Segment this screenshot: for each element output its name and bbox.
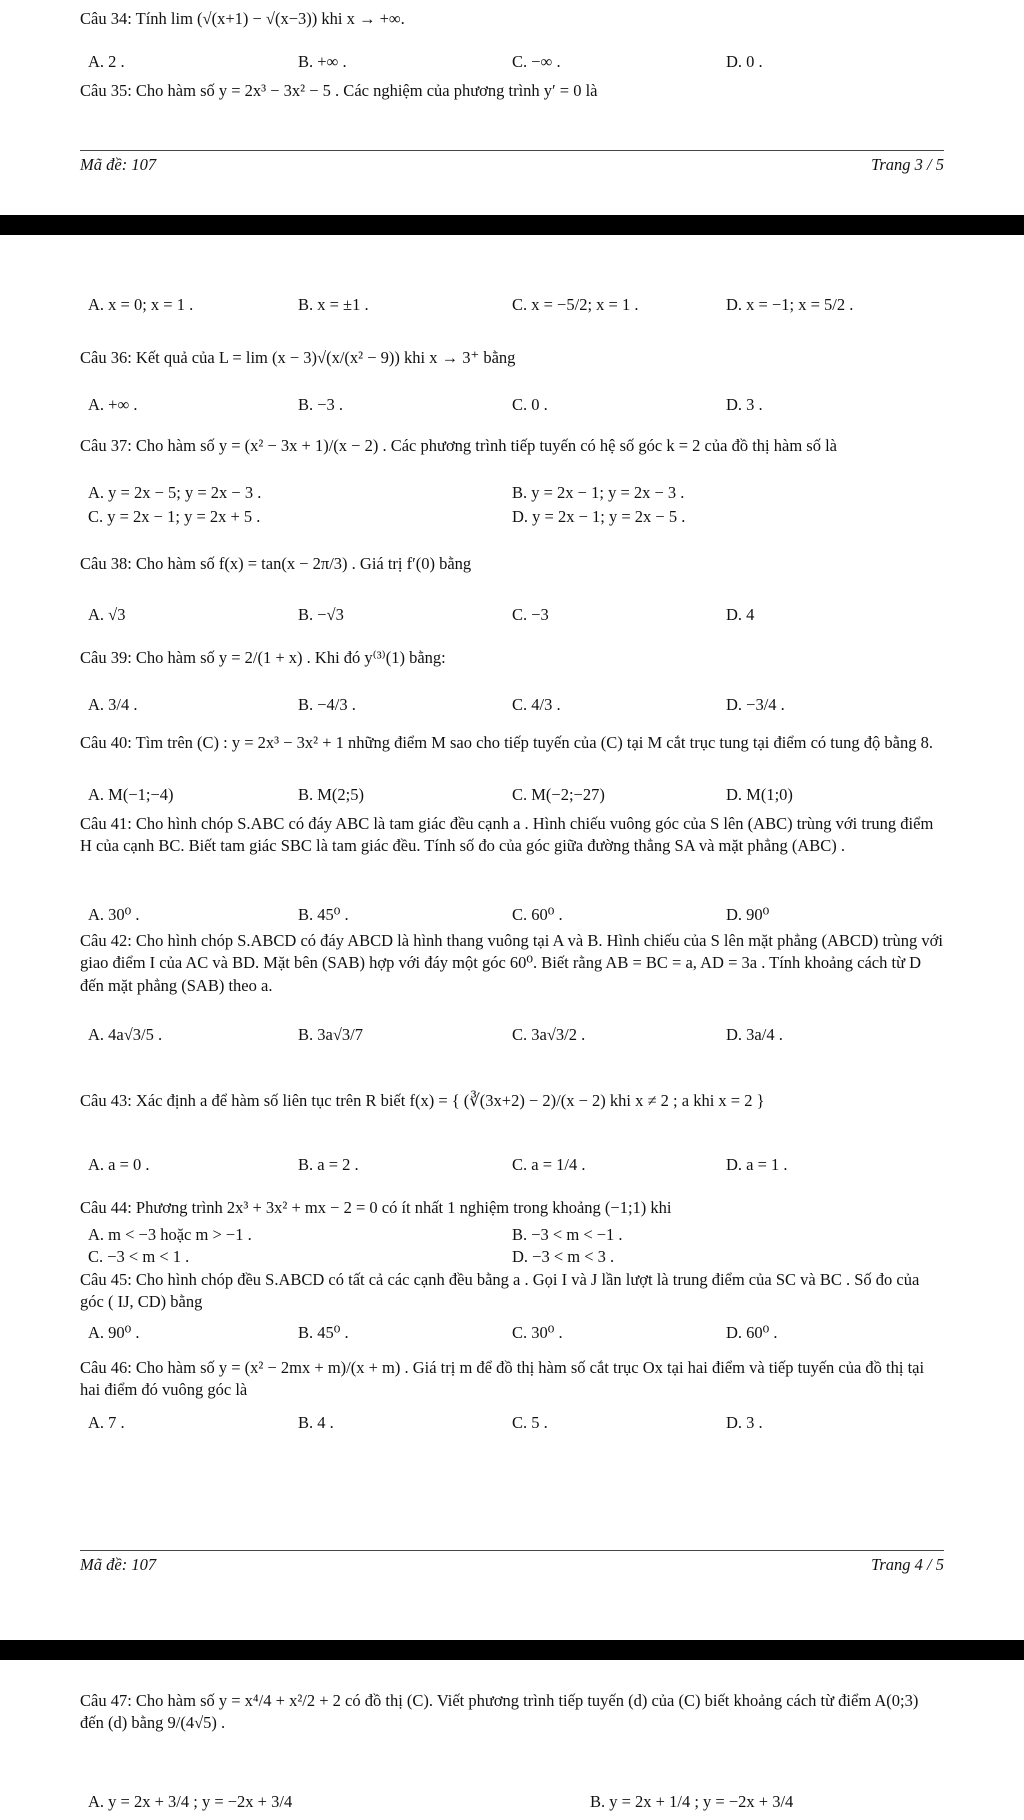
option-a[interactable]: A. 90⁰ . — [88, 1323, 140, 1342]
question-36: Câu 36: Kết quả của L = lim (x − 3)√(x/(x² − 9)) khi x → 3⁺ bằng — [80, 348, 516, 367]
page-footer — [80, 150, 944, 174]
option-d[interactable]: D. −3 < m < 3 . — [512, 1247, 615, 1266]
question-43: Câu 43: Xác định a để hàm số liên tục trên R biết f(x) = { (∛(3x+2) − 2)/(x − 2) khi x ≠ 2 ; a khi x = 2 } — [80, 1091, 765, 1110]
exam-code: Mã đề: 107 — [80, 1555, 157, 1574]
option-c[interactable]: C. 3a√3/2 . — [512, 1025, 586, 1044]
option-a[interactable]: A. 30⁰ . — [88, 905, 140, 924]
option-c[interactable]: C. 60⁰ . — [512, 905, 563, 924]
option-d[interactable]: D. 90⁰ — [726, 905, 770, 924]
exam-code: Mã đề: 107 — [80, 155, 157, 174]
option-c[interactable]: C. 4/3 . — [512, 695, 561, 714]
question-35: Câu 35: Cho hàm số y = 2x³ − 3x² − 5 . Các nghiệm của phương trình y′ = 0 là — [80, 81, 598, 100]
question-34: Câu 34: Tính lim (√(x+1) − √(x−3)) khi x → +∞. — [80, 9, 405, 28]
option-b[interactable]: B. 45⁰ . — [298, 905, 349, 924]
option-b[interactable]: B. x = ±1 . — [298, 295, 369, 314]
page-footer — [80, 1550, 944, 1574]
option-b[interactable]: B. −3 . — [298, 395, 344, 414]
option-d[interactable]: D. 4 — [726, 605, 755, 624]
option-c[interactable]: C. 0 . — [512, 395, 548, 414]
option-a[interactable]: A. m < −3 hoặc m > −1 . — [88, 1225, 252, 1244]
question-47: Câu 47: Cho hàm số y = x⁴/4 + x²/2 + 2 có đồ thị (C). Viết phương trình tiếp tuyến (d) của (C) biết khoảng cách từ điểm A(0;3) đến (d) bằng 9/(4√5) . — [80, 1691, 919, 1733]
option-c[interactable]: C. 5 . — [512, 1413, 548, 1432]
option-d[interactable]: D. y = 2x − 1; y = 2x − 5 . — [512, 507, 686, 526]
option-a[interactable]: A. 2 . — [88, 52, 125, 71]
option-b[interactable]: B. a = 2 . — [298, 1155, 359, 1174]
question-39: Câu 39: Cho hàm số y = 2/(1 + x) . Khi đó y⁽³⁾(1) bằng: — [80, 648, 446, 667]
option-b[interactable]: B. −4/3 . — [298, 695, 356, 714]
option-d[interactable]: D. M(1;0) — [726, 785, 793, 804]
option-b[interactable]: B. +∞ . — [298, 52, 347, 71]
option-d[interactable]: D. a = 1 . — [726, 1155, 788, 1174]
option-c[interactable]: C. x = −5/2; x = 1 . — [512, 295, 639, 314]
option-d[interactable]: D. −3/4 . — [726, 695, 785, 714]
option-c[interactable]: C. a = 1/4 . — [512, 1155, 586, 1174]
option-d[interactable]: D. 3 . — [726, 1413, 763, 1432]
option-a[interactable]: A. √3 — [88, 605, 126, 624]
option-b[interactable]: B. −3 < m < −1 . — [512, 1225, 623, 1244]
page-number: Trang 4 / 5 — [871, 1555, 944, 1574]
page-3-fragment — [0, 0, 1024, 215]
option-d[interactable]: D. 60⁰ . — [726, 1323, 778, 1342]
page-4 — [0, 235, 1024, 1640]
question-44: Câu 44: Phương trình 2x³ + 3x² + mx − 2 = 0 có ít nhất 1 nghiệm trong khoảng (−1;1) khi — [80, 1198, 672, 1217]
option-b[interactable]: B. 3a√3/7 — [298, 1025, 363, 1044]
option-c[interactable]: C. −∞ . — [512, 52, 561, 71]
option-d[interactable]: D. 3a/4 . — [726, 1025, 783, 1044]
option-a[interactable]: A. y = 2x + 3/4 ; y = −2x + 3/4 — [88, 1792, 293, 1811]
option-c[interactable]: C. M(−2;−27) — [512, 785, 605, 804]
question-46: Câu 46: Cho hàm số y = (x² − 2mx + m)/(x + m) . Giá trị m để đồ thị hàm số cắt trục Ox tại hai điểm và tiếp tuyến của đồ thị tại hai điểm đó vuông góc là — [80, 1358, 925, 1400]
option-d[interactable]: D. 0 . — [726, 52, 763, 71]
option-b[interactable]: B. y = 2x − 1; y = 2x − 3 . — [512, 483, 685, 502]
option-d[interactable]: D. 3 . — [726, 395, 763, 414]
page-number: Trang 3 / 5 — [871, 155, 944, 174]
option-a[interactable]: A. 7 . — [88, 1413, 125, 1432]
option-a[interactable]: A. a = 0 . — [88, 1155, 150, 1174]
option-a[interactable]: A. x = 0; x = 1 . — [88, 295, 194, 314]
option-b[interactable]: B. 45⁰ . — [298, 1323, 349, 1342]
option-c[interactable]: C. y = 2x − 1; y = 2x + 5 . — [88, 507, 261, 526]
question-42: Câu 42: Cho hình chóp S.ABCD có đáy ABCD là hình thang vuông tại A và B. Hình chiếu của S lên mặt phẳng (ABCD) trùng với giao điểm I của AC và BD. Mặt bên (SAB) hợp với đáy một góc 60⁰. Biết rằng AB = BC = a, AD = 3a . Tính khoảng cách từ D đến mặt phẳng (SAB) theo a. — [80, 931, 943, 995]
option-b[interactable]: B. y = 2x + 1/4 ; y = −2x + 3/4 — [590, 1792, 794, 1811]
page-5-fragment — [0, 1660, 1024, 1820]
option-a[interactable]: A. y = 2x − 5; y = 2x − 3 . — [88, 483, 262, 502]
question-45: Câu 45: Cho hình chóp đều S.ABCD có tất cả các cạnh đều bằng a . Gọi I và J lần lượt là trung điểm của SC và BC . Số đo của góc ( IJ, CD) bằng — [80, 1270, 920, 1312]
option-b[interactable]: B. M(2;5) — [298, 785, 364, 804]
option-c[interactable]: C. −3 — [512, 605, 549, 624]
option-a[interactable]: A. +∞ . — [88, 395, 138, 414]
option-c[interactable]: C. 30⁰ . — [512, 1323, 563, 1342]
question-40: Câu 40: Tìm trên (C) : y = 2x³ − 3x² + 1 những điểm M sao cho tiếp tuyến của (C) tại M cắt trục tung tại điểm có tung độ bằng 8. — [80, 733, 933, 752]
option-b[interactable]: B. −√3 — [298, 605, 344, 624]
question-38: Câu 38: Cho hàm số f(x) = tan(x − 2π/3) . Giá trị f′(0) bằng — [80, 554, 472, 573]
option-a[interactable]: A. M(−1;−4) — [88, 785, 174, 804]
option-b[interactable]: B. 4 . — [298, 1413, 334, 1432]
option-a[interactable]: A. 4a√3/5 . — [88, 1025, 163, 1044]
question-41: Câu 41: Cho hình chóp S.ABC có đáy ABC là tam giác đều cạnh a . Hình chiếu vuông góc của S lên (ABC) trùng với trung điểm H của cạnh BC. Biết tam giác SBC là tam giác đều. Tính số đo của góc giữa đường thẳng SA và mặt phẳng (ABC) . — [80, 814, 934, 856]
question-37: Câu 37: Cho hàm số y = (x² − 3x + 1)/(x − 2) . Các phương trình tiếp tuyến có hệ số góc k = 2 của đồ thị hàm số là — [80, 436, 837, 455]
option-d[interactable]: D. x = −1; x = 5/2 . — [726, 295, 854, 314]
option-c[interactable]: C. −3 < m < 1 . — [88, 1247, 190, 1266]
option-a[interactable]: A. 3/4 . — [88, 695, 138, 714]
